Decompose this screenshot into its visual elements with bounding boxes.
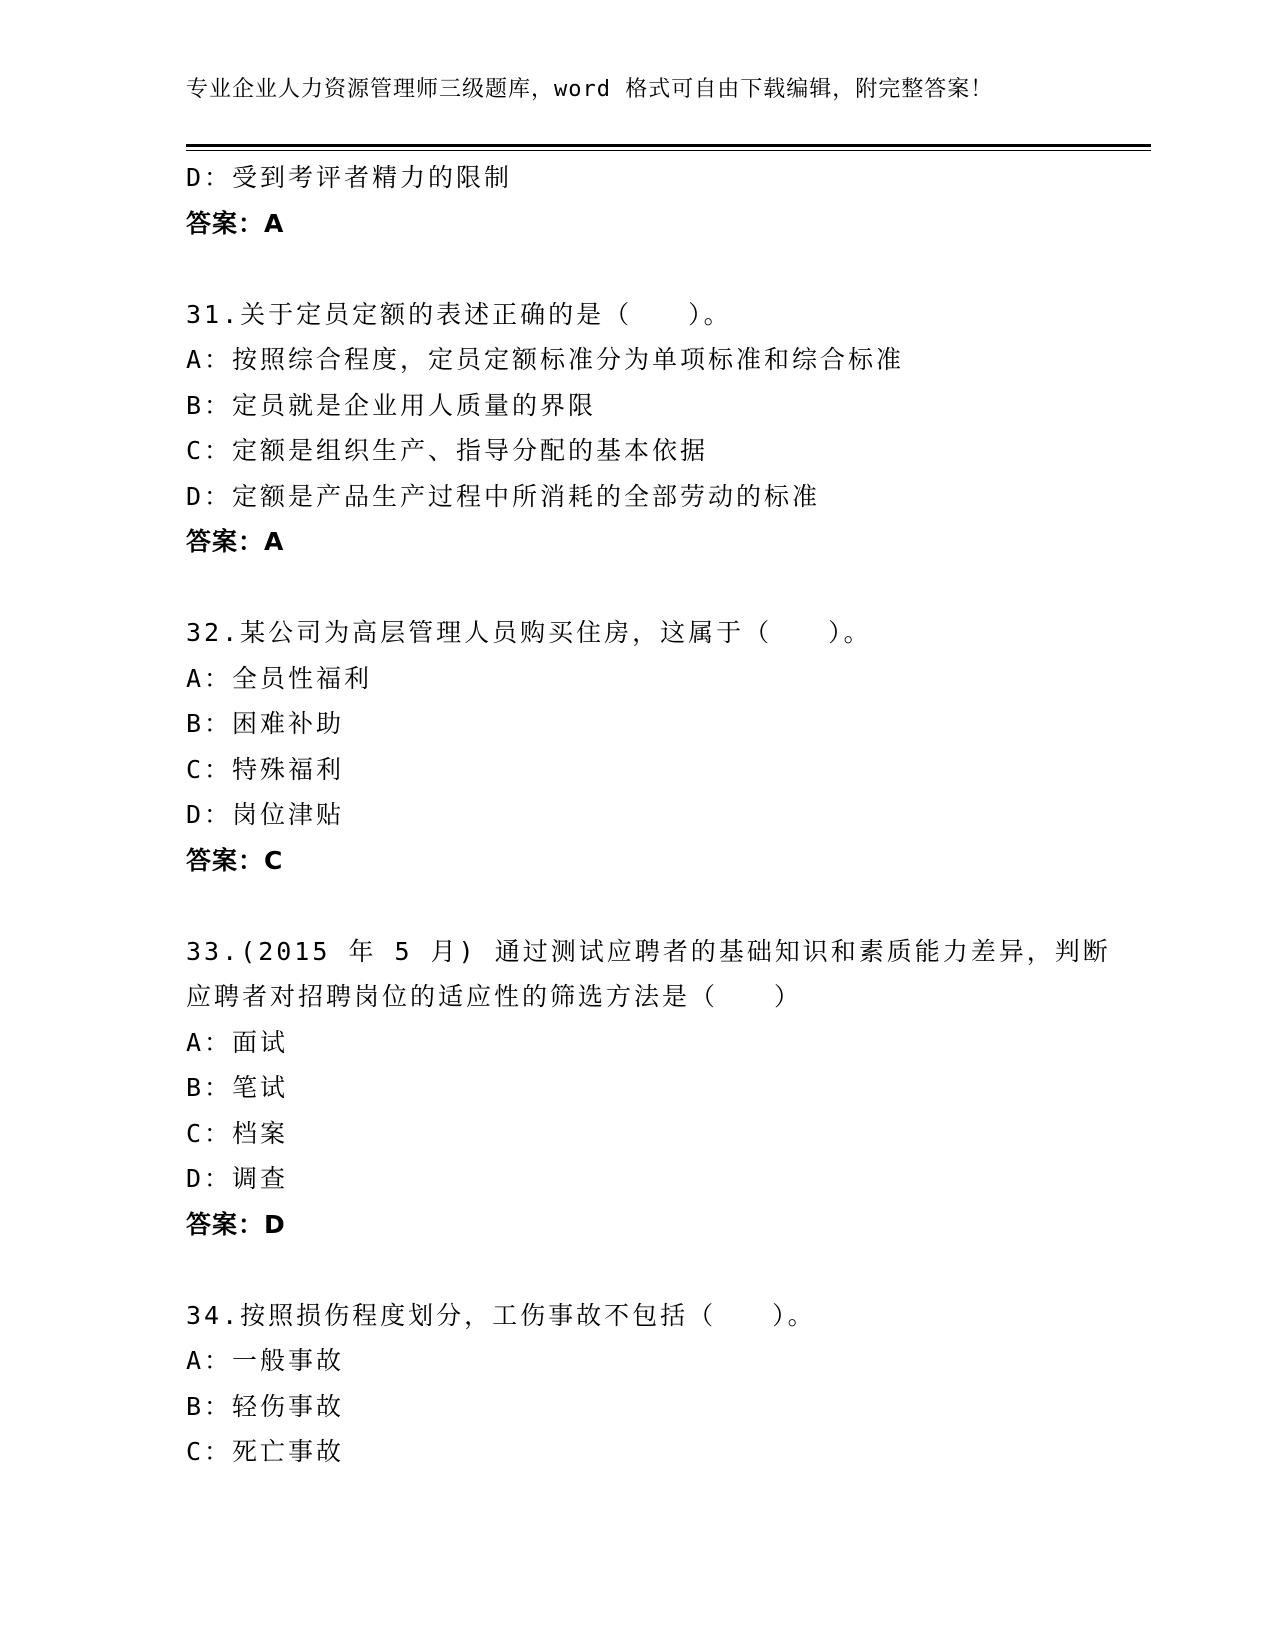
question-32-option-a: A：全员性福利 bbox=[186, 663, 373, 693]
question-33-answer: 答案：D bbox=[186, 1209, 286, 1239]
question-content bbox=[186, 155, 1146, 1475]
spacer bbox=[186, 565, 1146, 611]
question-34-stem: 34.按照损伤程度划分，工伤事故不包括（ ）。 bbox=[186, 1300, 816, 1330]
question-31-option-d: D：定额是产品生产过程中所消耗的全部劳动的标准 bbox=[186, 481, 821, 511]
question-33-option-b: B：笔试 bbox=[186, 1073, 289, 1102]
question-33-option-d: D：调查 bbox=[186, 1164, 289, 1193]
question-31-option-a: A：按照综合程度，定员定额标准分为单项标准和综合标准 bbox=[186, 345, 905, 374]
question-34-option-a: A：一般事故 bbox=[186, 1346, 345, 1375]
question-34-option-b: B：轻伤事故 bbox=[186, 1391, 345, 1421]
question-32-stem: 32.某公司为高层管理人员购买住房，这属于（ ）。 bbox=[186, 618, 872, 647]
question-32-option-d: D：岗位津贴 bbox=[186, 800, 345, 829]
question-31-answer: 答案：A bbox=[186, 527, 285, 556]
question-31-stem: 31.关于定员定额的表述正确的是（ ）。 bbox=[186, 299, 732, 329]
header-note: 专业企业人力资源管理师三级题库，word 格式可自由下载编辑，附完整答案！ bbox=[186, 77, 994, 102]
question-33-stem-line-1: 33.(2015 年 5 月) 通过测试应聘者的基础知识和素质能力差异，判断 bbox=[186, 936, 1111, 966]
question-33-option-c: C：档案 bbox=[186, 1118, 289, 1148]
spacer bbox=[186, 1247, 1146, 1293]
question-32-answer: 答案：C bbox=[186, 845, 284, 875]
header-rule-thick bbox=[186, 144, 1151, 147]
answer-line: 答案：A bbox=[186, 208, 285, 238]
question-32-option-b: B：困难补助 bbox=[186, 709, 345, 738]
question-34-option-c: C：死亡事故 bbox=[186, 1437, 345, 1466]
header-rule-thin bbox=[186, 150, 1151, 151]
question-33-option-a: A：面试 bbox=[186, 1027, 289, 1057]
question-33-stem-line-2: 应聘者对招聘岗位的适应性的筛选方法是（ ） bbox=[186, 982, 803, 1011]
question-31-option-c: C：定额是组织生产、指导分配的基本依据 bbox=[186, 436, 709, 465]
spacer bbox=[186, 246, 1146, 292]
spacer bbox=[186, 883, 1146, 929]
question-31-option-b: B：定员就是企业用人质量的界限 bbox=[186, 390, 597, 420]
question-32-option-c: C：特殊福利 bbox=[186, 754, 345, 784]
option-d: D：受到考评者精力的限制 bbox=[186, 163, 513, 192]
